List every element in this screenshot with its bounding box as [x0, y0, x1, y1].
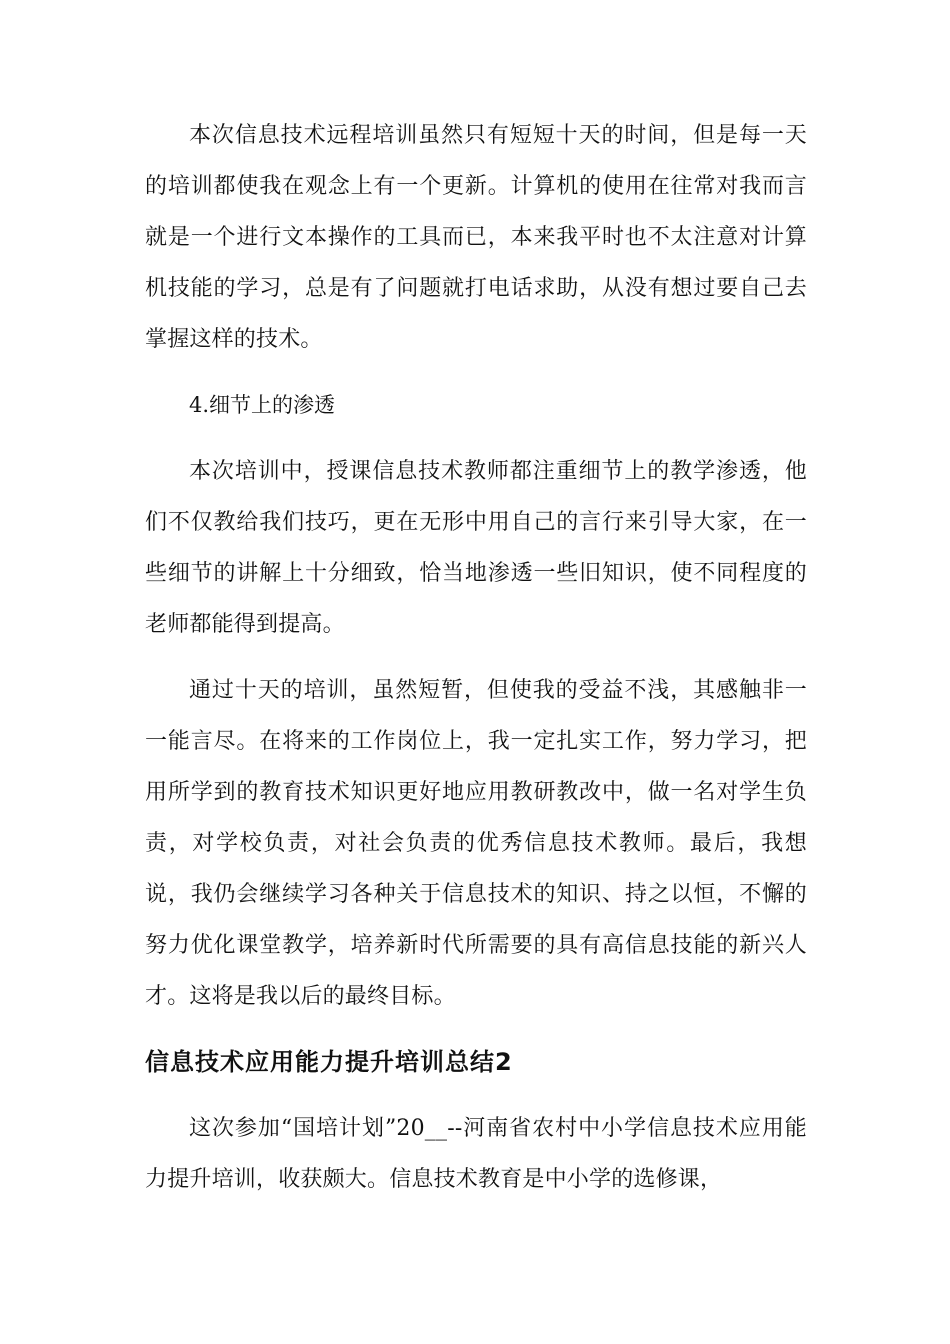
subheading-detail-penetration: 4.细节上的渗透 [189, 393, 336, 417]
paragraph-teaching-details: 本次培训中，授课信息技术教师都注重细节上的教学渗透，他们不仅教给我们技巧，更在无形中用自己的言行来引导大家，在一些细节的讲解上十分细致，恰当地渗透一些旧知识，使不同程度的老师都能得到提高。 [145, 459, 807, 637]
section-title: 信息技术应用能力提升培训总结2 [145, 1048, 513, 1076]
paragraph-conclusion: 通过十天的培训，虽然短暂，但使我的受益不浅，其感触非一一能言尽。在将来的工作岗位上，我一定扎实工作，努力学习，把用所学到的教育技术知识更好地应用教研教改中，做一名对学生负责，对学校负责，对社会负责的优秀信息技术教师。最后，我想说，我仍会继续学习各种关于信息技术的知识、持之以恒，不懈的努力优化课堂教学，培养新时代所需要的具有高信息技能的新兴人才。这将是我以后的最终目标。 [145, 678, 807, 1009]
paragraph-training-reflection: 本次信息技术远程培训虽然只有短短十天的时间，但是每一天的培训都使我在观念上有一个更新。计算机的使用在往常对我而言就是一个进行文本操作的工具而已，本来我平时也不太注意对计算机技能的学习，总是有了问题就打电话求助，从没有想过要自己去掌握这样的技术。 [145, 123, 807, 352]
paragraph-guopei-intro: 这次参加“国培计划”20__--河南省农村中小学信息技术应用能力提升培训，收获颇大。信息技术教育是中小学的选修课， [145, 1116, 807, 1192]
document-page [145, 110, 807, 1220]
